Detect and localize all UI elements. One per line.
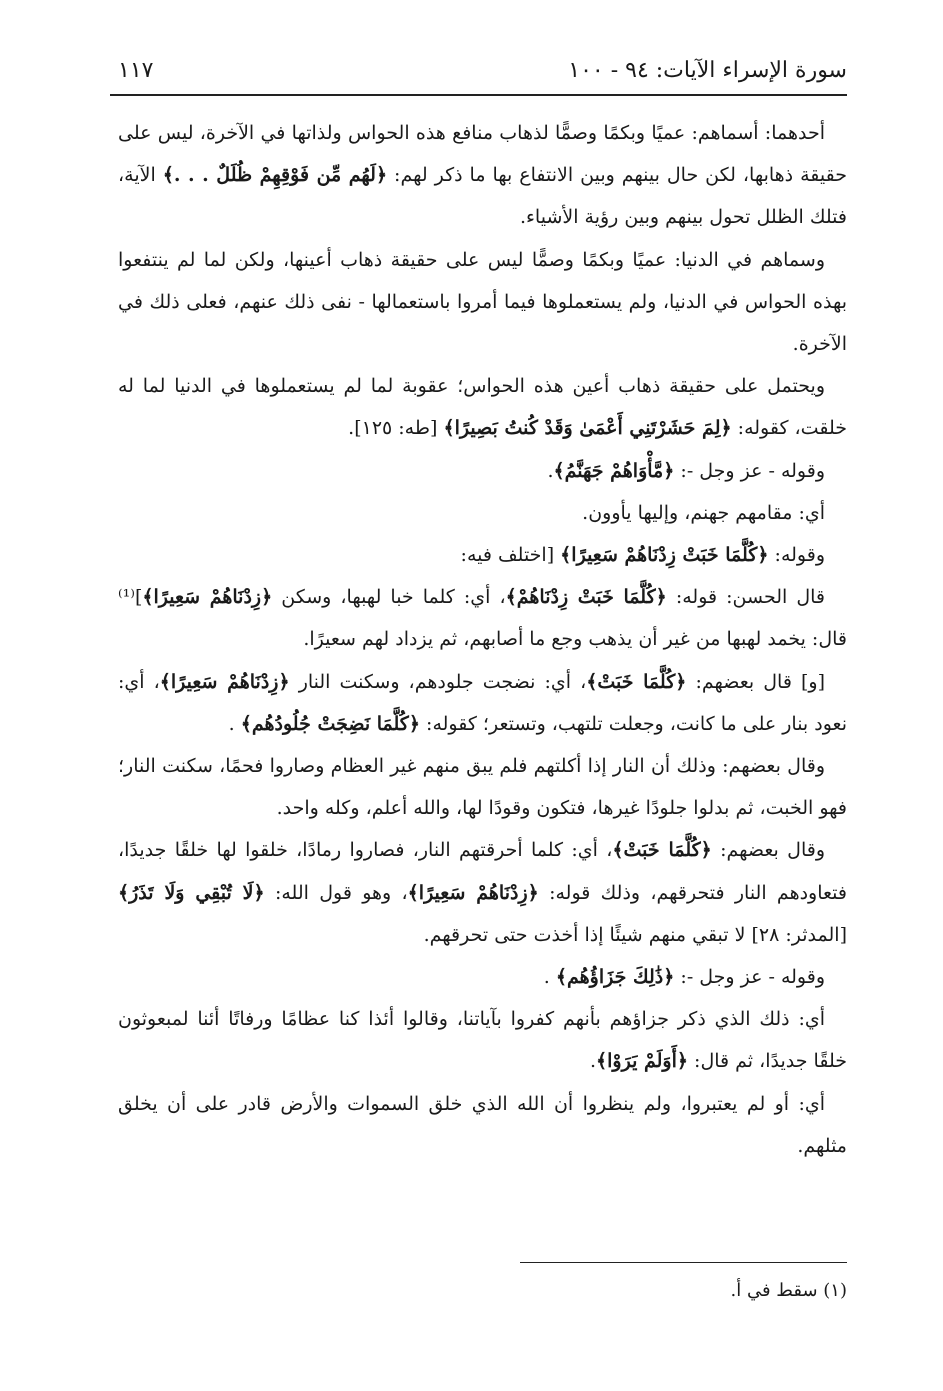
paragraph: [118, 365, 847, 449]
paragraph: [118, 492, 847, 534]
paragraph: [118, 661, 847, 745]
text-run: ، أي: نعود بنار على ما كانت، وجعلت تلتهب، وتستعر؛ كقوله:: [118, 670, 847, 735]
paragraph: [118, 450, 847, 492]
quran-quote: ﴿ذَٰلِكَ جَزَاؤُهُم﴾: [555, 966, 675, 989]
main-text: [118, 112, 847, 1167]
paragraph: [118, 239, 847, 366]
paragraph: [118, 112, 847, 239]
quran-quote: ﴿لِمَ حَشَرْتَنِي أَعْمَىٰ وَقَدْ كُنتُ بَصِيرًا﴾: [443, 417, 732, 440]
running-header: [118, 50, 847, 90]
text-run: وقوله - عز وجل -:: [674, 459, 825, 482]
quran-quote: ﴿لَا تُبْقِي وَلَا تَذَرُ﴾: [118, 881, 265, 904]
paragraph: [118, 998, 847, 1082]
text-run: ]⁽¹⁾ قال: يخمد لهبها من غير أن يذهب وجع ما أصابهم، ثم يزداد لهم سعيرًا.: [118, 586, 847, 651]
paragraph: [118, 576, 847, 660]
text-run: وقوله:: [768, 544, 825, 567]
text-run: .: [543, 966, 556, 989]
quran-quote: ﴿مَّأْوَاهُمْ جَهَنَّمُ﴾: [553, 459, 675, 482]
quran-quote: ﴿كُلَّمَا خَبَتْ﴾: [612, 839, 712, 862]
paragraph: [118, 745, 847, 829]
text-run: وقوله - عز وجل -:: [674, 966, 825, 989]
quran-quote: ﴿كُلَّمَا نَضِجَتْ جُلُودُهُم﴾: [240, 712, 420, 735]
text-run: قال الحسن: قوله:: [666, 586, 826, 609]
text-run: [اختلف فيه:: [460, 544, 561, 567]
quran-quote: ﴿كُلَّمَا خَبَتْ زِدْنَاهُمْ﴾: [505, 586, 667, 609]
text-run: [المدثر: ٢٨] لا تبقي منهم شيئًا إذا أخذت حتى تحرقهم.: [423, 923, 847, 946]
text-run: أي: مقامهم جهنم، وإليها يأوون.: [582, 501, 825, 524]
footnote: (١) سقط في أ.: [730, 1280, 847, 1301]
paragraph: [118, 829, 847, 956]
quran-quote: ﴿كُلَّمَا خَبَتْ﴾: [586, 670, 687, 693]
footnote-rule: [520, 1262, 847, 1263]
text-run: أي: أو لم يعتبروا، ولم ينظروا أن الله الذي خلق السموات والأرض قادر على أن يخلق مثلهم.: [118, 1092, 847, 1157]
text-run: أي: ذلك الذي ذكر جزاؤهم بأنهم كفروا بآياتنا، وقالوا أئذا كنا عظامًا ورفاتًا أئنا لمبعوثون خلقًا جديدًا، ثم قال:: [118, 1008, 847, 1073]
text-run: [و] قال بعضهم:: [686, 670, 825, 693]
quran-quote: ﴿زِدْنَاهُمْ سَعِيرًا﴾: [142, 586, 273, 609]
paragraph: [118, 1083, 847, 1167]
running-title: سورة الإسراء الآيات: ٩٤ - ١٠٠: [568, 57, 847, 83]
quran-quote: ﴿أَوَلَمْ يَرَوْا﴾: [596, 1050, 688, 1073]
text-run: وقال بعضهم: وذلك أن النار إذا أكلتهم فلم يبق منهم غير العظام وصاروا فحمًا، سكنت النار؛ فهو الخبت، ثم بدلوا جلودًا غيرها، فتكون وقودًا لها، والله أعلم، وكله واحد.: [118, 755, 847, 820]
text-run: الآية، فتلك الظلل تحول بينهم وبين رؤية الأشياء.: [118, 164, 847, 229]
text-run: ، أي: كلما أحرقتهم النار، فصاروا رمادًا، خلقوا لها خلقًا جديدًا، فتعاودهم النار فتحرقهم، وذلك قوله:: [118, 839, 847, 904]
text-run: ، أي: كلما خبا لهبها، وسكن: [272, 586, 506, 609]
text-run: ويحتمل على حقيقة ذهاب أعين هذه الحواس؛ عقوبة لما لم يستعملوها في الدنيا لما له خلقت، كقوله:: [118, 375, 847, 440]
text-run: .: [589, 1050, 596, 1073]
text-run: وقال بعضهم:: [711, 839, 825, 862]
text-run: أحدهما: أسماهم: عميًا وبكمًا وصمًّا لذهاب منافع هذه الحواس ولذاتها في الآخرة، ليس على حقيقة ذهابها، لكن حال بينهم وبين الانتفاع بها ما ذكر لهم:: [118, 122, 847, 187]
quran-quote: ﴿زِدْنَاهُمْ سَعِيرًا﴾: [159, 670, 290, 693]
quran-quote: ﴿لَهُم مِّن فَوْقِهِمْ ظُلَلٌ . . .﴾: [162, 164, 388, 187]
page-number: ١١٧: [118, 57, 154, 83]
quran-quote: ﴿زِدْنَاهُمْ سَعِيرًا﴾: [407, 881, 539, 904]
text-run: وسماهم في الدنيا: عميًا وبكمًا وصمًّا ليس على حقيقة ذهاب أعينها، ولكن لما لم ينتفعوا بهذه الحواس في الدنيا، ولم يستعملوها فيما أمروا باستعمالها - نفى ذلك عنهم، فعلى ذلك في الآخرة.: [118, 248, 847, 356]
text-run: [طه: ١٢٥].: [348, 417, 444, 440]
text-run: ، أي: نضجت جلودهم، وسكنت النار: [289, 670, 587, 693]
text-run: .: [228, 712, 241, 735]
quran-quote: ﴿كُلَّمَا خَبَتْ زِدْنَاهُمْ سَعِيرًا﴾: [560, 544, 769, 567]
text-run: ، وهو قول الله:: [264, 881, 408, 904]
text-run: .: [547, 459, 554, 482]
paragraph: [118, 534, 847, 576]
header-rule: [110, 94, 847, 96]
paragraph: [118, 956, 847, 998]
